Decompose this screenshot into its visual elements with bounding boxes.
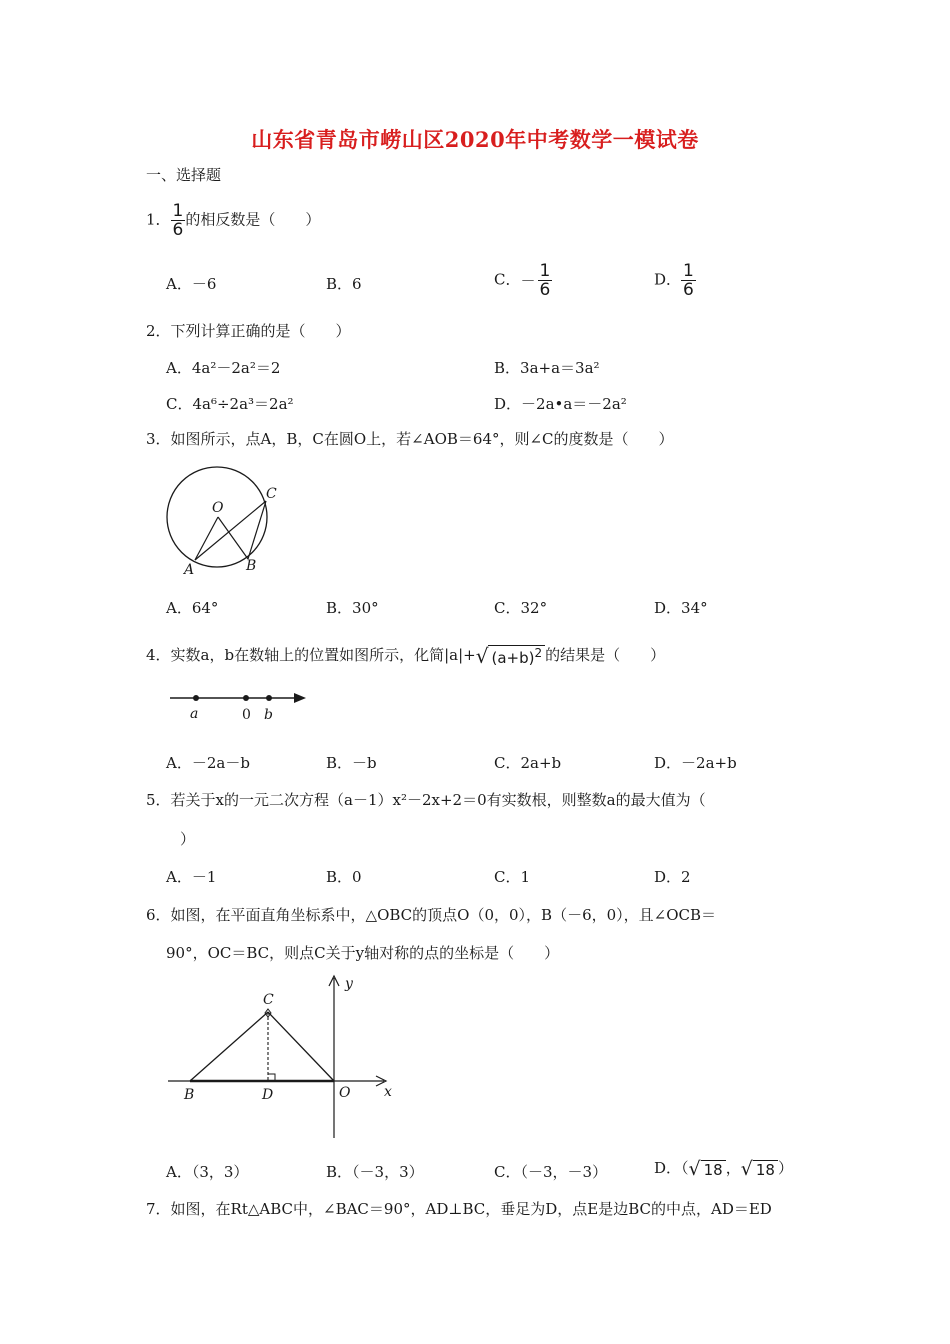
label-zero: 0: [242, 707, 251, 723]
point-zero: [243, 695, 249, 701]
label-o: O: [212, 500, 224, 516]
label-a: a: [190, 706, 199, 722]
option-b: B．（－3，3）: [326, 1163, 424, 1181]
question-4: 4．实数a，b在数轴上的位置如图所示，化简|a|+√ $(a+b)^2$ 的结果是（ ）: [146, 644, 666, 668]
label-b: B: [246, 558, 257, 574]
option-c: C．（－3，－3）: [494, 1163, 608, 1181]
option-a: A．64°: [166, 599, 219, 617]
question-5-cont: ）: [180, 830, 196, 848]
question-2: 2．下列计算正确的是（ ）: [146, 322, 351, 340]
option-d: D．（√ 18 ，√ 18 ）: [654, 1158, 793, 1180]
label-c: C: [263, 992, 274, 1008]
option-c: C．4a⁶÷2a³＝2a²: [166, 395, 294, 413]
option-a: A．－6: [166, 275, 217, 293]
label-c: C: [266, 486, 277, 502]
page-title: 山东省青岛市崂山区2020年中考数学一模试卷: [251, 127, 699, 152]
label-b: b: [264, 707, 273, 723]
label-d: D: [262, 1087, 274, 1103]
question-7: 7．如图，在Rt△ABC中，∠BAC＝90°，AD⊥BC，垂足为D，点E是边BC的中点，AD＝ED: [146, 1200, 772, 1218]
circle-figure: [165, 462, 285, 580]
option-d: D．－2a•a＝－2a²: [494, 395, 627, 413]
option-d: D．2: [654, 868, 691, 886]
label-x: x: [384, 1084, 392, 1100]
label-y: y: [345, 976, 353, 992]
option-a: A．（3，3）: [166, 1163, 249, 1181]
option-b: B．3a+a＝3a²: [494, 359, 600, 377]
number-line-figure: [168, 688, 313, 724]
option-b: B．6: [326, 275, 362, 293]
option-c: C．－ $\frac{1}{6}$: [494, 261, 551, 300]
option-b: B．30°: [326, 599, 379, 617]
question-5: 5．若关于x的一元二次方程（a－1）x²－2x+2＝0有实数根，则整数a的最大值为（: [146, 791, 706, 809]
option-c: C．32°: [494, 599, 548, 617]
point-a: [193, 695, 199, 701]
question-stem: 的相反数是（ ）: [185, 210, 321, 229]
option-c: C．2a+b: [494, 754, 562, 772]
option-d: D．34°: [654, 599, 708, 617]
option-a: A．－2a－b: [166, 754, 250, 772]
option-a: A．4a²－2a²＝2: [166, 359, 281, 377]
coordinate-figure: [162, 972, 402, 1142]
label-b: B: [184, 1087, 195, 1103]
option-c: C．1: [494, 868, 531, 886]
question-3: 3．如图所示，点A，B，C在圆O上，若∠AOB＝64°，则∠C的度数是（ ）: [146, 430, 674, 448]
option-d: D．－2a+b: [654, 754, 737, 772]
question-1: [146, 202, 320, 239]
question-6-cont: 90°，OC＝BC，则点C关于y轴对称的点的坐标是（ ）: [166, 944, 560, 962]
question-6: 6．如图，在平面直角坐标系中，△OBC的顶点O（0，0），B（－6，0），且∠OCB＝: [146, 906, 717, 924]
section-heading: 一、选择题: [146, 166, 222, 184]
option-d: D． $\frac{1}{6}$: [654, 261, 694, 300]
fraction: $\frac{1}{6}$: [172, 201, 184, 240]
option-b: B．－b: [326, 754, 377, 772]
point-b: [266, 695, 272, 701]
question-number: 1．: [146, 210, 171, 229]
option-b: B．0: [326, 868, 362, 886]
sqrt-expression: √ $(a+b)^2$: [476, 644, 545, 668]
option-a: A．－1: [166, 868, 217, 886]
label-o: O: [339, 1085, 351, 1101]
label-a: A: [184, 562, 195, 578]
